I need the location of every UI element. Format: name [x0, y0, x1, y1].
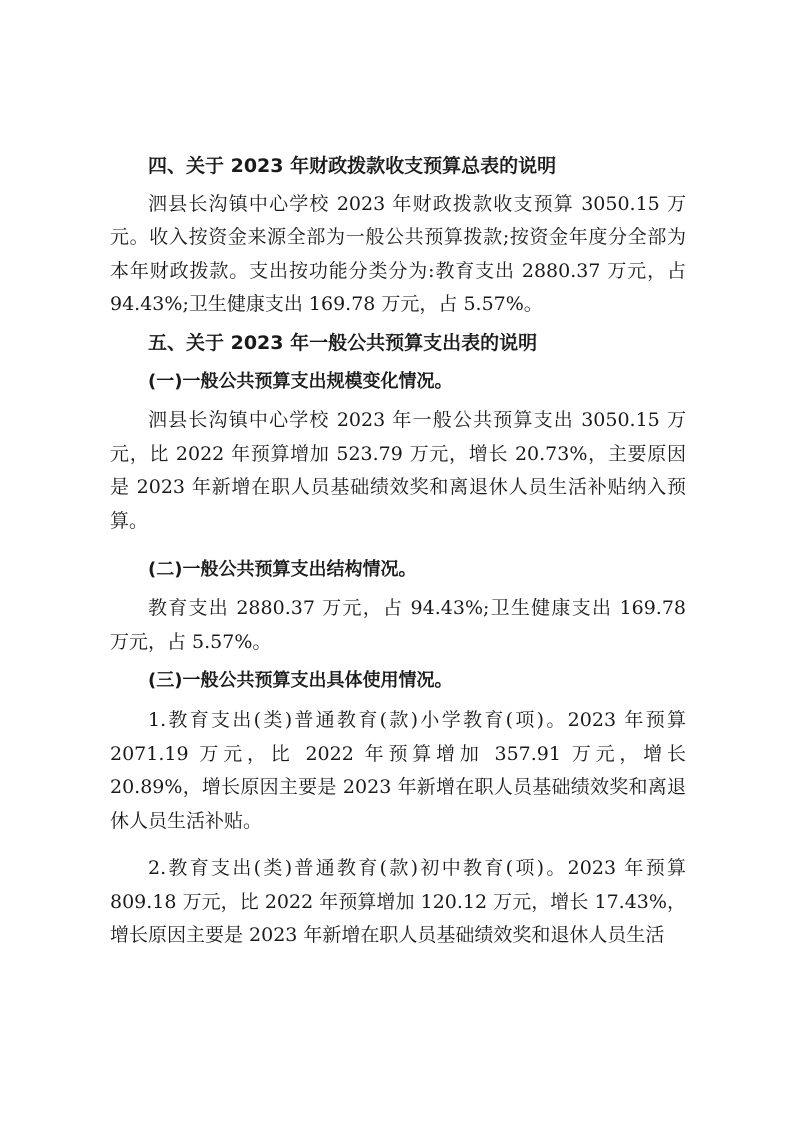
subsection-1-paragraph: 泗县长沟镇中心学校 2023 年一般公共预算支出 3050.15 万元，比 2022 年预算增加 523.79 万元，增长 20.73%，主要原因是 2023 年新增在职人员基础绩效奖和离退休人员生活补贴纳入预算。 — [110, 409, 686, 532]
subsection-title-3: (三)一般公共预算支出具体使用情况。 — [148, 670, 453, 692]
subsection-2-paragraph: 教育支出 2880.37 万元，占 94.43%;卫生健康支出 169.78 万元，占 5.57%。 — [110, 597, 686, 653]
section-heading-4: 四、关于 2023 年财政拨款收支预算总表的说明 — [148, 155, 557, 177]
section-heading-5: 五、关于 2023 年一般公共预算支出表的说明 — [148, 331, 538, 354]
subsection-3-item-2: 2.教育支出(类)普通教育(款)初中教育(项)。2023 年预算 809.18 万元，比 2022 年预算增加 120.12 万元，增长 17.43%，增长原因主要是 2023 年新增在职人员基础绩效奖和退休人员生活 — [110, 857, 686, 947]
subsection-title-1: (一)一般公共预算支出规模变化情况。 — [148, 370, 453, 392]
subsection-title-2: (二)一般公共预算支出结构情况。 — [148, 558, 417, 580]
section-4-paragraph: 泗县长沟镇中心学校 2023 年财政拨款收支预算 3050.15 万元。收入按资金来源全部为一般公共预算拨款;按资金年度分全部为本年财政拨款。支出按功能分类分为:教育支出 2880.37 万元，占 94.43%;卫生健康支出 169.78 万元，占 5.57%。 — [110, 192, 686, 316]
document-body — [110, 150, 686, 958]
subsection-3-item-1: 1.教育支出(类)普通教育(款)小学教育(项)。2023 年预算 2071.19 万元，比 2022 年预算增加 357.91 万元，增长 20.89%，增长原因主要是 2023 年新增在职人员基础绩效奖和离退休人员生活补贴。 — [110, 708, 686, 832]
